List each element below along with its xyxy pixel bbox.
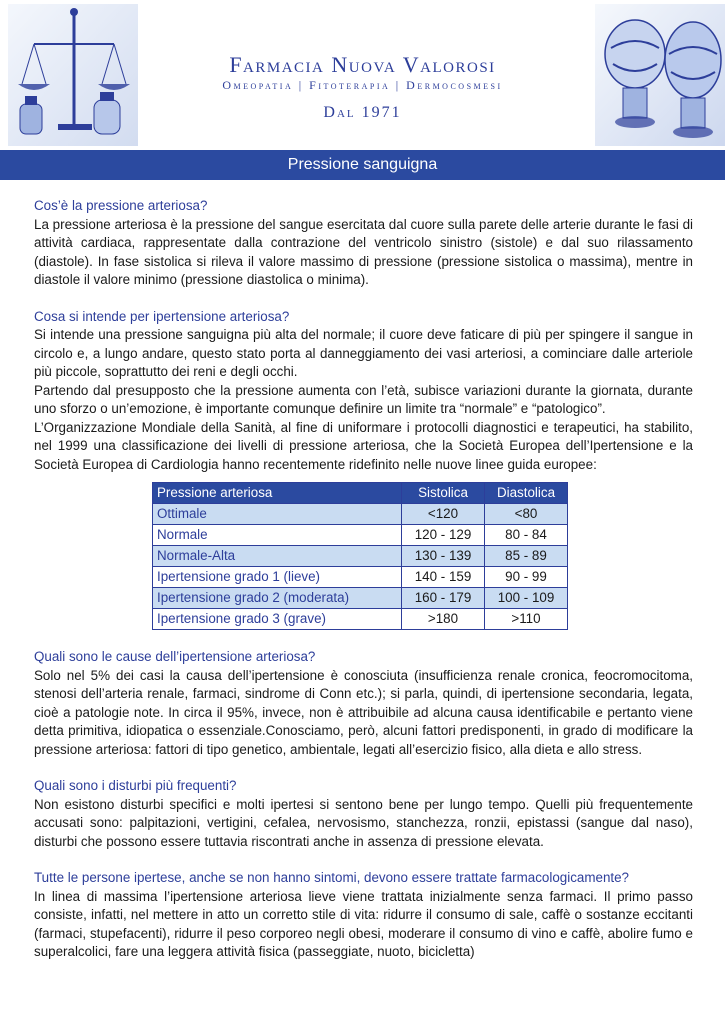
page-title-banner [0, 150, 725, 180]
table-cell: <120 [402, 504, 485, 525]
table-header-cell: Diastolica [485, 483, 568, 504]
scale-bottles-illustration [8, 4, 138, 146]
table-cell: 160 - 179 [402, 588, 485, 609]
page-header [0, 0, 725, 150]
table-cell: <80 [485, 504, 568, 525]
section-paragraph: Non esistono disturbi specifici e molti ipertesi si sentono bene per lungo tempo. Quelli più frequentemente accusati sono: palpitazioni, vertigini, cefalea, nervosismo, stanchezza, ronzii, epistassi (sangue dal naso), disturbi che possono essere tuttavia riscontrati anche in assenza di pressione elevata. [34, 796, 693, 849]
table-row [153, 546, 568, 567]
table-row [153, 567, 568, 588]
table-header-cell: Sistolica [402, 483, 485, 504]
table-cell: Normale-Alta [153, 546, 402, 567]
table-header-row [153, 483, 568, 504]
pharmacy-jars-illustration [595, 4, 725, 146]
table-cell: Normale [153, 525, 402, 546]
blood-pressure-table [152, 482, 568, 630]
table-cell: 130 - 139 [402, 546, 485, 567]
table-cell: Ottimale [153, 504, 402, 525]
section-question: Quali sono le cause dell’ipertensione arteriosa? [34, 649, 316, 664]
section-paragraph: In linea di massima l’ipertensione arteriosa lieve viene trattata inizialmente senza farmaci. Il primo passo consiste, infatti, nel mettere in atto un corretto stile di vita: ridurre il consumo di sale, caffè o sostanze eccitanti (farmaci, stupefacenti), ridurre il peso corporeo negli obesi, moderare il consumo di vino e caffè, abolire fumo e superalcolici, fare una leggera attività fisica (passeggiate, nuoto, bicicletta) [34, 888, 693, 959]
table-cell: Ipertensione grado 2 (moderata) [153, 588, 402, 609]
section-paragraph: Solo nel 5% dei casi la causa dell’ipertensione è conosciuta (insufficienza renale cronica, feocromocitoma, stenosi dell’arteria renale, farmaci, sindrome di Conn etc.); si parla, quindi, di ipertensione secondaria, legata, cioè a patologie note. In circa il 95%, invece, non è attribuibile ad alcuna causa identificabile e pertanto viene detta primitiva, idiopatica o essenziale.Conosciamo, però, alcuni fattori predisponenti, in grado di modificare la pressione arteriosa: fattori di tipo genetico, ambientale, legati all’esercizio fisico, alla dieta e allo stress. [34, 667, 693, 757]
section-paragraph: Partendo dal presupposto che la pressione aumenta con l’età, subisce variazioni durante la giornata, durante uno sforzo o un’emozione, è importante comunque definire un limite tra “normale” e “patologico”. [34, 382, 693, 416]
pharmacy-name: Farmacia Nuova Valorosi [229, 52, 496, 77]
page-title: Pressione sanguigna [287, 156, 438, 173]
section-question: Cosa si intende per ipertensione arteriosa? [34, 308, 290, 324]
table-cell: Ipertensione grado 3 (grave) [153, 609, 402, 630]
table-row [153, 609, 568, 630]
table-cell: 100 - 109 [485, 588, 568, 609]
table-row [153, 525, 568, 546]
section-question: Quali sono i disturbi più frequenti? [34, 778, 237, 793]
table-cell: 90 - 99 [485, 567, 568, 588]
table-cell: 80 - 84 [485, 525, 568, 546]
pharmacy-since: Dal 1971 [323, 104, 402, 121]
section-paragraph: Si intende una pressione sanguigna più alta del normale; il cuore deve faticare di più per spingere il sangue in circolo e, a lungo andare, questo stato porta al danneggiamento dei vasi arteriosi, a cominciare dalle arteriole più piccole, soprattutto dei reni e degli occhi. [34, 327, 693, 379]
table-row [153, 504, 568, 525]
section-paragraph: La pressione arteriosa è la pressione del sangue esercitata dal cuore sulla parete delle arterie durante le fasi di attività cardiaca, rappresentate dalla contrazione del ventricolo sinistro (sistole) e dal suo rilassamento (diastole). In fase sistolica si rileva il valore massimo di pressione (pressione sistolica o massima), mentre in diastole il valore minimo (pressione diastolica o minima). [34, 216, 693, 287]
pharmacy-subtitle: Omeopatia | Fitoterapia | Dermocosmesi [222, 78, 503, 92]
table-cell: >110 [485, 609, 568, 630]
table-cell: Ipertensione grado 1 (lieve) [153, 567, 402, 588]
table-cell: 120 - 129 [402, 525, 485, 546]
section-question: Cos’è la pressione arteriosa? [34, 198, 208, 213]
article-body [34, 197, 693, 962]
table-header-cell: Pressione arteriosa [153, 483, 402, 504]
section-question: Tutte le persone ipertese, anche se non hanno sintomi, devono essere trattate farmacologicamente? [34, 870, 630, 885]
table-cell: >180 [402, 609, 485, 630]
section-paragraph: L’Organizzazione Mondiale della Sanità, al fine di uniformare i protocolli diagnostici e terapeutici, ha stabilito, nel 1999 una classificazione dei livelli di pressione arteriosa, che la Società Europea dell’Ipertensione e la Società Europea di Cardiologia hanno recentemente ridefinito nelle nuove linee guida europee: [34, 419, 693, 472]
table-row [153, 588, 568, 609]
table-cell: 85 - 89 [485, 546, 568, 567]
table-cell: 140 - 159 [402, 567, 485, 588]
